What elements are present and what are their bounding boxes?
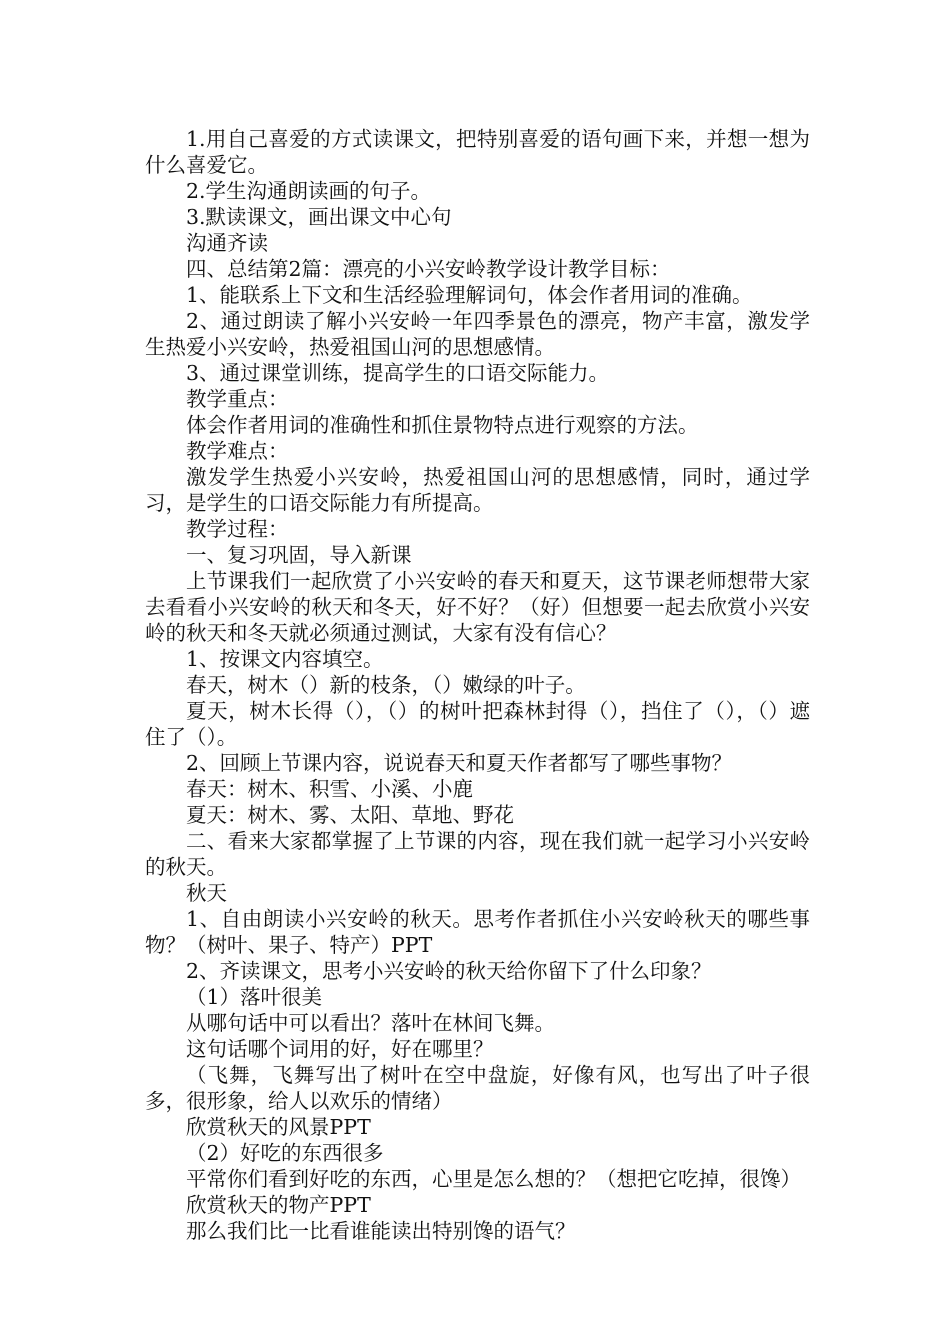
paragraph: 1.用自己喜爱的方式读课文，把特别喜爱的语句画下来，并想一想为什么喜爱它。 — [145, 127, 810, 177]
paragraph: 教学过程： — [186, 517, 289, 541]
paragraph: 沟通齐读 — [186, 231, 268, 255]
paragraph: 春天：树木、积雪、小溪、小鹿 — [186, 777, 473, 801]
paragraph: 一、复习巩固，导入新课 — [186, 543, 412, 567]
paragraph: 教学重点： — [186, 387, 289, 411]
paragraph: 从哪句话中可以看出？落叶在林间飞舞。 — [186, 1011, 555, 1035]
paragraph: 欣赏秋天的物产PPT — [186, 1193, 371, 1217]
paragraph: 上节课我们一起欣赏了小兴安岭的春天和夏天，这节课老师想带大家去看看小兴安岭的秋天和冬天，好不好？（好）但想要一起去欣赏小兴安岭的秋天和冬天就必须通过测试，大家有没有信心？ — [145, 569, 810, 645]
paragraph: 春天，树木（）新的枝条，（）嫩绿的叶子。 — [186, 673, 586, 697]
paragraph: 2、通过朗读了解小兴安岭一年四季景色的漂亮，物产丰富，激发学生热爱小兴安岭，热爱祖国山河的思想感情。 — [145, 309, 810, 359]
paragraph: 夏天：树木、雾、太阳、草地、野花 — [186, 803, 514, 827]
paragraph: 教学难点： — [186, 439, 289, 463]
paragraph: 秋天 — [186, 881, 227, 905]
paragraph: 3.默读课文，画出课文中心句 — [186, 205, 452, 229]
paragraph: 2.学生沟通朗读画的句子。 — [186, 179, 432, 203]
paragraph: （1）落叶很美 — [186, 985, 323, 1009]
paragraph: 1、按课文内容填空。 — [186, 647, 384, 671]
paragraph: 体会作者用词的准确性和抓住景物特点进行观察的方法。 — [186, 413, 699, 437]
paragraph: 激发学生热爱小兴安岭，热爱祖国山河的思想感情，同时，通过学习，是学生的口语交际能力有所提高。 — [145, 465, 810, 515]
document-body — [145, 126, 810, 1244]
paragraph: 二、看来大家都掌握了上节课的内容，现在我们就一起学习小兴安岭的秋天。 — [145, 829, 810, 879]
paragraph: 2、回顾上节课内容，说说春天和夏天作者都写了哪些事物？ — [186, 751, 733, 775]
paragraph: 1、能联系上下文和生活经验理解词句，体会作者用词的准确。 — [186, 283, 753, 307]
paragraph: 1、自由朗读小兴安岭的秋天。思考作者抓住小兴安岭秋天的哪些事物？（树叶、果子、特产）PPT — [145, 907, 810, 957]
paragraph: 平常你们看到好吃的东西，心里是怎么想的？（想把它吃掉，很馋） — [186, 1167, 801, 1191]
paragraph: 夏天，树木长得（），（）的树叶把森林封得（），挡住了（），（）遮住了（）。 — [145, 699, 810, 749]
paragraph: 欣赏秋天的风景PPT — [186, 1115, 371, 1139]
paragraph: （飞舞，飞舞写出了树叶在空中盘旋，好像有风，也写出了叶子很多，很形象，给人以欢乐的情绪） — [145, 1063, 810, 1113]
paragraph: 2、齐读课文，思考小兴安岭的秋天给你留下了什么印象？ — [186, 959, 712, 983]
paragraph: （2）好吃的东西很多 — [186, 1141, 384, 1165]
paragraph: 四、总结第2篇：漂亮的小兴安岭教学设计教学目标： — [186, 257, 671, 281]
paragraph: 这句话哪个词用的好，好在哪里？ — [186, 1037, 494, 1061]
paragraph: 3、通过课堂训练，提高学生的口语交际能力。 — [186, 361, 610, 385]
paragraph: 那么我们比一比看谁能读出特别馋的语气？ — [186, 1219, 576, 1243]
